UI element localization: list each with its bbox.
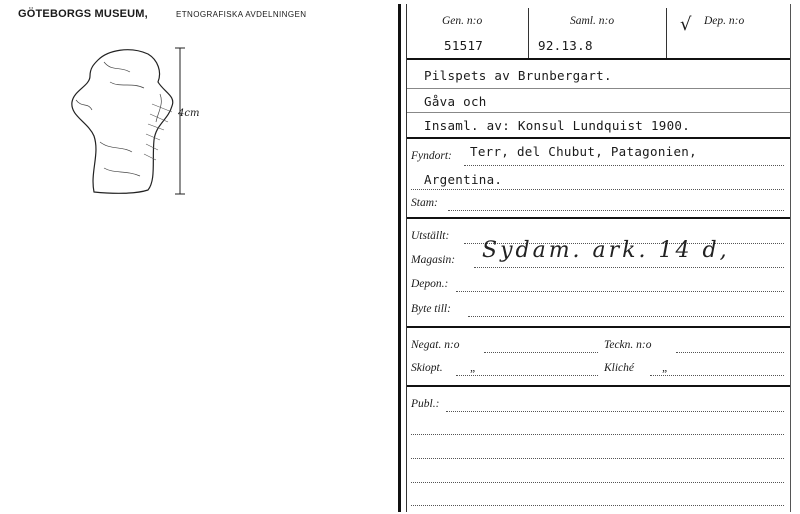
utstallt-label: Utställt: [411,230,450,242]
desc-line-2: Gåva och [424,94,487,109]
num-divider-2 [666,8,667,58]
dots-publ-1 [446,411,784,412]
dots-publ-2 [411,434,784,435]
depon-label: Depon.: [411,278,449,290]
rule-storage [407,326,790,328]
rule-photo [407,385,790,387]
dots-teckn [676,352,784,353]
arrowhead-sketch [60,42,220,202]
fyndort-line-2: Argentina. [424,172,503,187]
dots-depon [456,291,784,292]
dots-kliche [650,375,784,376]
rule-top [407,58,790,60]
negat-label: Negat. n:o [411,339,460,351]
gen-value: 51517 [444,38,484,53]
skiopt-label: Skiopt. [411,362,443,374]
saml-value: 92.13.8 [538,38,593,53]
dots-magasin [474,267,784,268]
rule-desc-3 [407,137,790,139]
check-mark: √ [680,14,692,35]
card-right-border [790,4,791,512]
magasin-value: Sydam. ark. 14 d, [482,238,730,263]
kliche-label: Kliché [604,362,635,374]
dots-byte [468,316,784,317]
rule-stam [407,217,790,219]
dots-publ-4 [411,482,784,483]
card-left-border [398,4,401,512]
gen-label: Gen. n:o [442,15,483,27]
rule-desc-1 [407,88,790,89]
dots-negat [484,352,598,353]
publ-label: Publ.: [411,398,440,410]
desc-line-3: Insaml. av: Konsul Lundquist 1900. [424,118,691,133]
dots-publ-5 [411,505,784,506]
dots-publ-3 [411,458,784,459]
byte-label: Byte till: [411,303,451,315]
dots-skiopt [456,375,598,376]
museum-name: GÖTEBORGS MUSEUM, [18,8,148,20]
kliche-ditto: „ [662,362,669,374]
dots-stam [448,210,784,211]
department-name: ETNOGRAFISKA AVDELNINGEN [176,10,307,19]
fyndort-line-1: Terr, del Chubut, Patagonien, [470,144,697,159]
saml-label: Saml. n:o [570,15,615,27]
num-divider-1 [528,8,529,58]
magasin-label: Magasin: [411,254,456,266]
skiopt-ditto: „ [470,362,477,374]
rule-desc-2 [407,112,790,113]
stam-label: Stam: [411,197,438,209]
dep-label: Dep. n:o [704,15,745,27]
scale-note: 4cm [178,108,200,119]
dots-fyndort-1 [464,165,784,166]
desc-line-1: Pilspets av Brunbergart. [424,68,612,83]
dots-fyndort-2 [411,189,784,190]
fyndort-label: Fyndort: [411,150,452,162]
teckn-label: Teckn. n:o [604,339,652,351]
card-inner-border [406,4,407,512]
